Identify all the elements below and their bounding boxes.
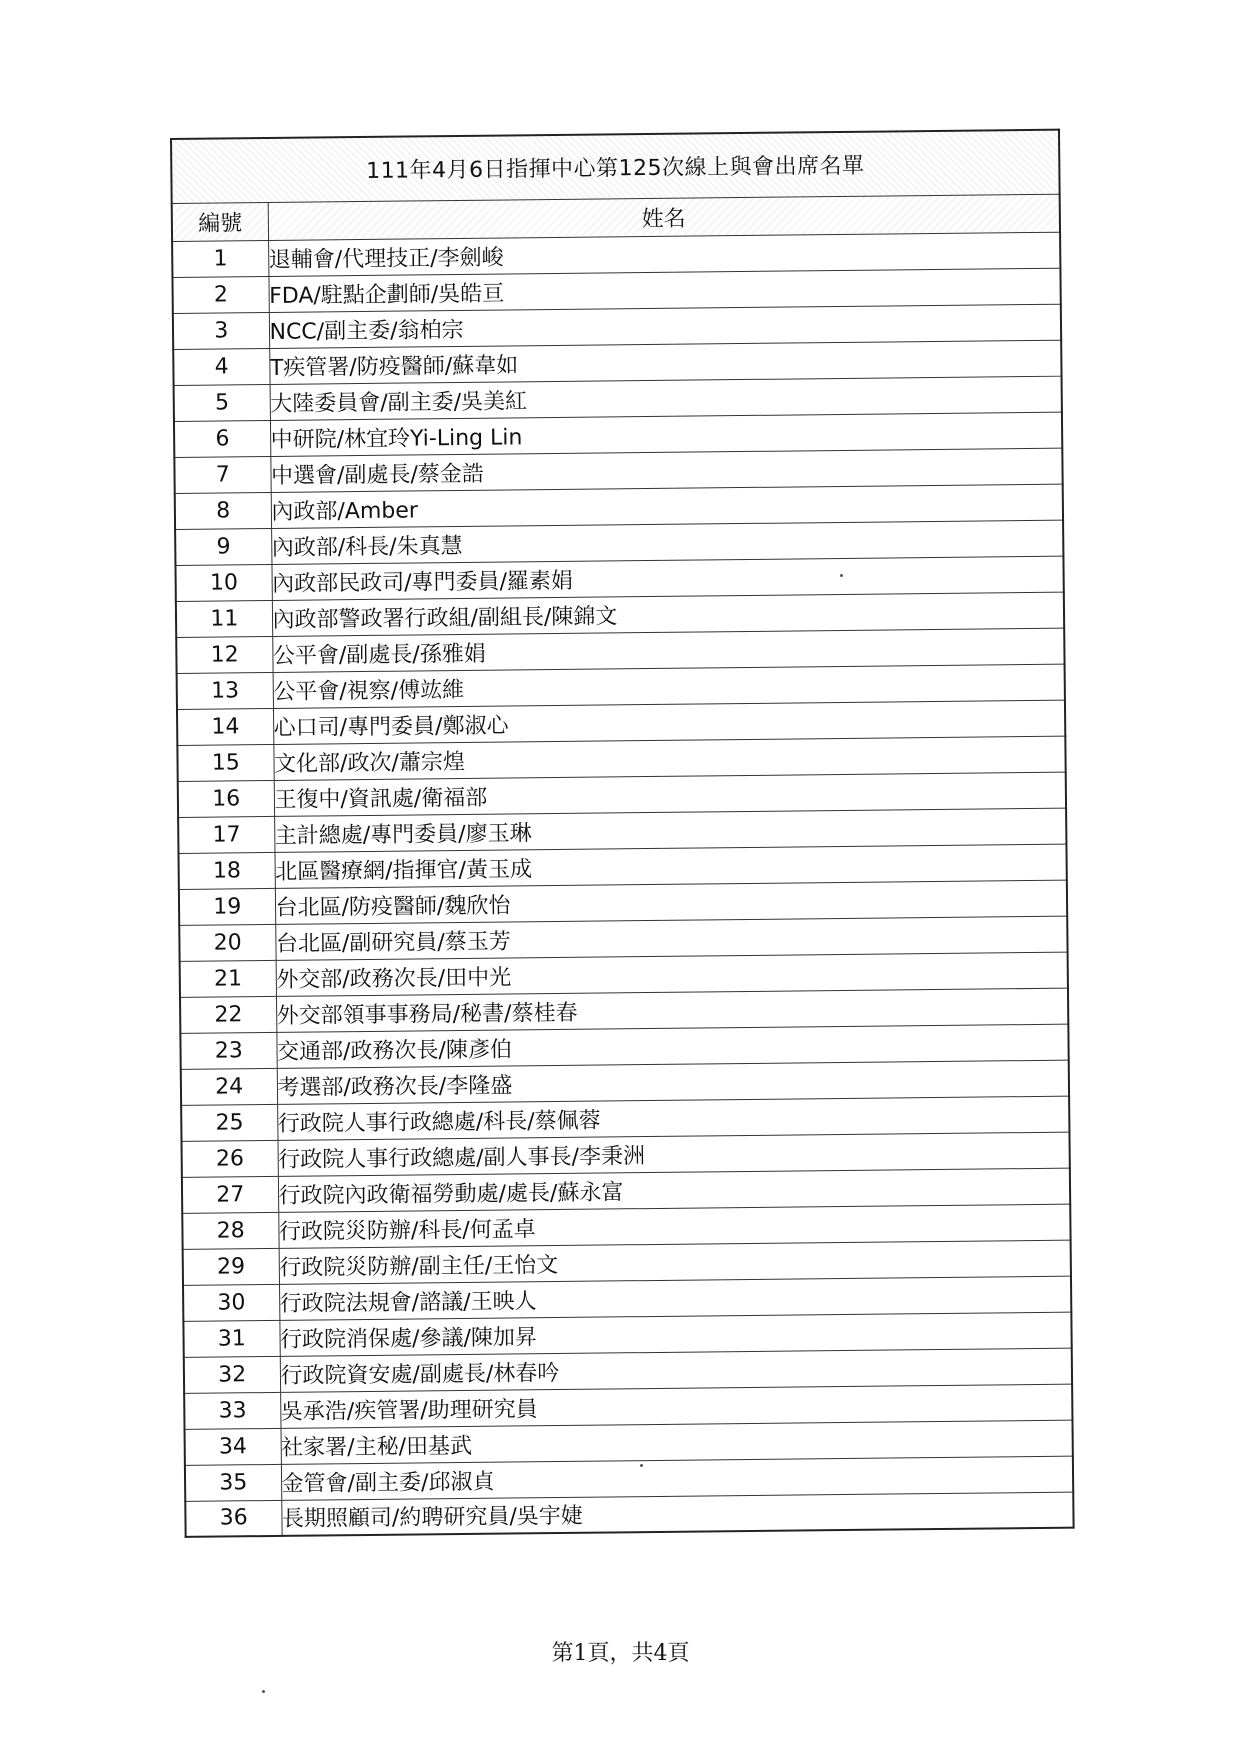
row-number: 31 xyxy=(183,1320,279,1357)
attendance-sheet xyxy=(170,129,1073,1538)
row-number: 23 xyxy=(180,1032,276,1069)
attendee-name: 行政院資安處/副處長/林春吟 xyxy=(280,1348,1072,1392)
scan-speck xyxy=(840,574,843,577)
table-body xyxy=(172,232,1074,1537)
scan-speck xyxy=(262,1690,265,1693)
scan-speck xyxy=(640,1464,643,1467)
row-number: 24 xyxy=(181,1068,277,1105)
attendee-name: 行政院內政衛福勞動處/處長/蘇永富 xyxy=(278,1168,1070,1212)
row-number: 14 xyxy=(177,708,273,745)
row-number: 9 xyxy=(175,528,271,565)
header-number: 編號 xyxy=(172,202,268,241)
attendee-name: 內政部/科長/朱真慧 xyxy=(271,520,1063,564)
row-number: 36 xyxy=(185,1500,281,1537)
row-number: 6 xyxy=(174,420,270,457)
attendee-name: 北區醫療網/指揮官/黃玉成 xyxy=(274,844,1066,888)
table-title: 111年4月6日指揮中心第125次線上與會出席名單 xyxy=(171,130,1060,203)
attendee-name: 公平會/視察/傅竑維 xyxy=(273,664,1065,708)
attendee-name: FDA/駐點企劃師/吳皓亘 xyxy=(268,268,1060,312)
attendee-name: NCC/副主委/翁柏宗 xyxy=(269,304,1061,348)
row-number: 11 xyxy=(176,600,272,637)
attendee-name: 大陸委員會/副主委/吳美紅 xyxy=(270,376,1062,420)
row-number: 7 xyxy=(174,456,270,493)
row-number: 16 xyxy=(178,780,274,817)
row-number: 34 xyxy=(185,1428,281,1465)
attendee-name: 外交部領事事務局/秘書/蔡桂春 xyxy=(276,988,1068,1032)
row-number: 1 xyxy=(172,240,268,277)
attendee-name: 行政院災防辦/科長/何孟卓 xyxy=(278,1204,1070,1248)
attendee-name: 交通部/政務次長/陳彥伯 xyxy=(276,1024,1068,1068)
page-number: 第1頁，共4頁 xyxy=(551,1641,690,1666)
attendee-name: 社家署/主秘/田基武 xyxy=(281,1420,1073,1464)
attendee-name: 金管會/副主委/邱淑貞 xyxy=(281,1456,1073,1500)
attendee-name: 行政院災防辦/副主任/王怡文 xyxy=(279,1240,1071,1284)
attendee-name: 內政部民政司/專門委員/羅素娟 xyxy=(271,556,1063,600)
row-number: 4 xyxy=(173,348,269,385)
row-number: 27 xyxy=(182,1176,278,1213)
attendee-name: 公平會/副處長/孫雅娟 xyxy=(272,628,1064,672)
attendee-name: 長期照顧司/約聘研究員/吳宇婕 xyxy=(281,1492,1073,1536)
row-number: 12 xyxy=(176,636,272,673)
attendee-name: 台北區/防疫醫師/魏欣怡 xyxy=(275,880,1067,924)
row-number: 22 xyxy=(180,996,276,1033)
attendee-name: 行政院消保處/參議/陳加昇 xyxy=(279,1312,1071,1356)
attendee-name: 外交部/政務次長/田中光 xyxy=(276,952,1068,996)
attendee-name: 中研院/林宜玲Yi-Ling Lin xyxy=(270,412,1062,456)
attendee-name: 內政部警政署行政組/副組長/陳錦文 xyxy=(272,592,1064,636)
attendee-name: T疾管署/防疫醫師/蘇韋如 xyxy=(269,340,1061,384)
attendee-name: 考選部/政務次長/李隆盛 xyxy=(277,1060,1069,1104)
attendee-name: 王復中/資訊處/衛福部 xyxy=(274,772,1066,816)
attendee-name: 行政院法規會/諮議/王映人 xyxy=(279,1276,1071,1320)
row-number: 10 xyxy=(175,564,271,601)
row-number: 8 xyxy=(175,492,271,529)
attendee-name: 退輔會/代理技正/李劍峻 xyxy=(268,232,1060,276)
row-number: 15 xyxy=(177,744,273,781)
row-number: 17 xyxy=(178,816,274,853)
row-number: 18 xyxy=(178,852,274,889)
row-number: 30 xyxy=(183,1284,279,1321)
row-number: 5 xyxy=(174,384,270,421)
row-number: 26 xyxy=(182,1140,278,1177)
row-number: 28 xyxy=(182,1212,278,1249)
row-number: 13 xyxy=(177,672,273,709)
row-number: 32 xyxy=(184,1356,280,1393)
row-number: 25 xyxy=(181,1104,277,1141)
attendee-name: 主計總處/專門委員/廖玉琳 xyxy=(274,808,1066,852)
row-number: 19 xyxy=(179,888,275,925)
attendee-name: 內政部/Amber xyxy=(271,484,1063,528)
row-number: 3 xyxy=(173,312,269,349)
attendee-name: 吳承浩/疾管署/助理研究員 xyxy=(280,1384,1072,1428)
row-number: 2 xyxy=(172,276,268,313)
row-number: 33 xyxy=(184,1392,280,1429)
row-number: 20 xyxy=(179,924,275,961)
attendee-name: 中選會/副處長/蔡金誥 xyxy=(270,448,1062,492)
attendee-name: 行政院人事行政總處/副人事長/李秉洲 xyxy=(277,1132,1069,1176)
attendee-name: 行政院人事行政總處/科長/蔡佩蓉 xyxy=(277,1096,1069,1140)
row-number: 29 xyxy=(183,1248,279,1285)
row-number: 21 xyxy=(180,960,276,997)
attendee-name: 台北區/副研究員/蔡玉芳 xyxy=(275,916,1067,960)
attendance-table xyxy=(170,129,1075,1538)
attendee-name: 心口司/專門委員/鄭淑心 xyxy=(273,700,1065,744)
header-name: 姓名 xyxy=(268,194,1060,240)
row-number: 35 xyxy=(185,1464,281,1501)
title-row xyxy=(171,130,1060,203)
attendee-name: 文化部/政次/蕭宗煌 xyxy=(273,736,1065,780)
